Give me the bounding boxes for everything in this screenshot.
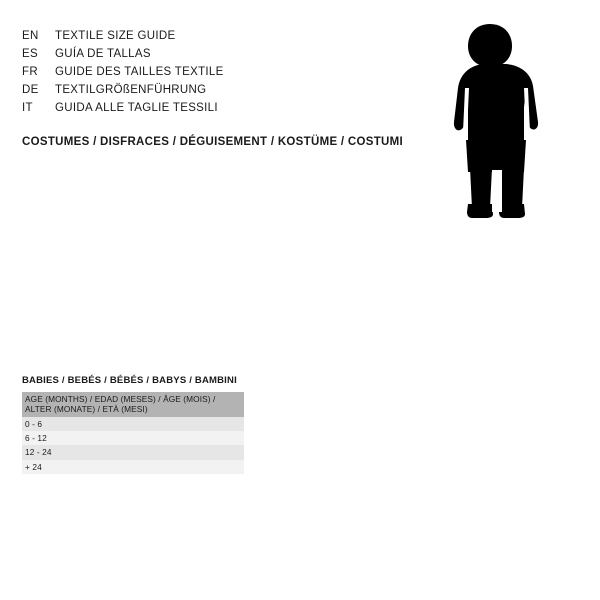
language-code-fr: FR	[22, 66, 38, 78]
language-code-it: IT	[22, 102, 33, 114]
language-text-fr: GUIDE DES TAILLES TEXTILE	[55, 66, 224, 78]
language-text-de: TEXTILGRÖßENFÜHRUNG	[55, 84, 207, 96]
toddler-silhouette-icon	[432, 22, 562, 222]
costumes-heading: COSTUMES / DISFRACES / DÉGUISEMENT / KOSTÜME / COSTUMI	[22, 136, 404, 148]
language-code-en: EN	[22, 30, 39, 42]
language-row-it	[22, 102, 322, 120]
language-text-it: GUIDA ALLE TAGLIE TESSILI	[55, 102, 218, 114]
table-cell-age-3: + 24	[22, 460, 244, 474]
language-text-es: GUÍA DE TALLAS	[55, 48, 151, 60]
table-cell-age-1: 6 - 12	[22, 431, 244, 445]
language-row-fr	[22, 66, 322, 84]
size-table-block	[22, 375, 272, 474]
size-table	[22, 392, 244, 474]
language-row-en	[22, 30, 322, 48]
language-text-en: TEXTILE SIZE GUIDE	[55, 30, 176, 42]
table-header-row	[22, 392, 244, 417]
language-list	[22, 30, 322, 120]
table-row	[22, 460, 244, 474]
language-code-de: DE	[22, 84, 39, 96]
table-row	[22, 431, 244, 445]
table-row	[22, 445, 244, 459]
table-row	[22, 417, 244, 431]
language-code-es: ES	[22, 48, 38, 60]
size-table-title: BABIES / BEBÉS / BÉBÉS / BABYS / BAMBINI	[22, 375, 237, 386]
table-header-age: AGE (MONTHS) / EDAD (MESES) / ÂGE (MOIS) / ALTER (MONATE) / ETÀ (MESI)	[22, 392, 244, 417]
language-row-de	[22, 84, 322, 102]
table-cell-age-0: 0 - 6	[22, 417, 244, 431]
language-row-es	[22, 48, 322, 66]
table-cell-age-2: 12 - 24	[22, 445, 244, 459]
